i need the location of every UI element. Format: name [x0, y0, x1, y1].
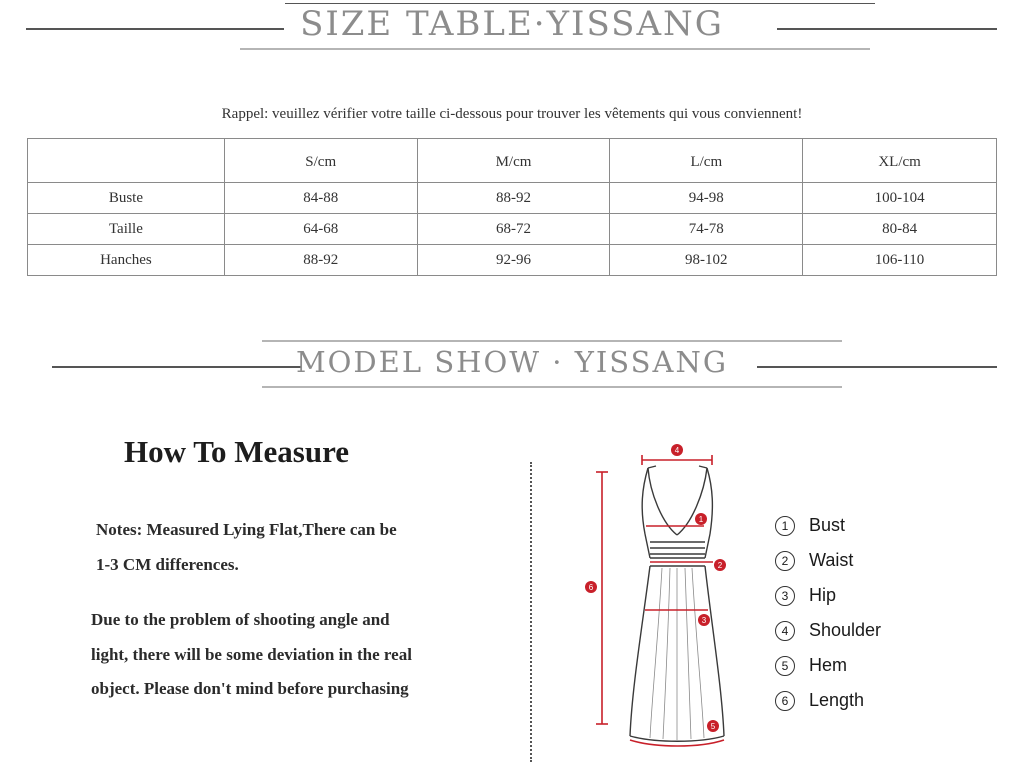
skirt-left — [630, 566, 650, 736]
measurement-legend — [772, 508, 881, 718]
skirt-right — [705, 566, 724, 736]
dress-diagram — [570, 438, 750, 768]
legend-number: 6 — [775, 691, 795, 711]
marker-label: 4 — [674, 446, 680, 455]
table-cell: 106-110 — [803, 245, 997, 276]
marker-label: 6 — [588, 583, 594, 592]
legend-label: Hem — [809, 655, 848, 675]
marker-label: 3 — [701, 616, 707, 625]
table-cell: 88-92 — [417, 183, 610, 214]
table-header-cell: M/cm — [417, 139, 610, 183]
skirt-folds — [650, 568, 704, 740]
notes-line: 1-3 CM differences. — [96, 555, 239, 574]
deviation-line: light, there will be some deviation in the real — [91, 644, 412, 664]
table-cell: 80-84 — [803, 214, 997, 245]
waist-ruching — [650, 542, 705, 554]
table-row — [28, 245, 997, 276]
table-row — [28, 214, 997, 245]
table-cell: 100-104 — [803, 183, 997, 214]
table-header-cell: L/cm — [610, 139, 803, 183]
header-rule-bottom — [262, 386, 842, 388]
header-rule-bottom — [240, 48, 870, 50]
table-cell: Taille — [28, 214, 225, 245]
legend-number: 2 — [775, 551, 795, 571]
legend-number: 1 — [775, 516, 795, 536]
legend-item — [772, 578, 881, 613]
legend-item — [772, 613, 881, 648]
legend-label: Shoulder — [809, 620, 882, 640]
marker-label: 1 — [698, 515, 704, 524]
legend-item — [772, 683, 881, 718]
how-to-measure-title: How To Measure — [124, 434, 350, 469]
legend-number: 3 — [775, 586, 795, 606]
legend-number: 5 — [775, 656, 795, 676]
header-rule-top — [262, 340, 842, 342]
table-header-cell — [28, 139, 225, 183]
marker-label: 5 — [710, 722, 716, 731]
deviation-line: Due to the problem of shooting angle and — [91, 610, 390, 629]
divider-dotted — [530, 462, 532, 762]
table-cell: Buste — [28, 183, 225, 214]
table-cell: 64-68 — [224, 214, 417, 245]
table-cell: 84-88 — [224, 183, 417, 214]
table-cell: 88-92 — [224, 245, 417, 276]
table-header-cell: S/cm — [224, 139, 417, 183]
table-cell: 98-102 — [610, 245, 803, 276]
legend-label: Length — [809, 690, 865, 710]
table-row — [28, 183, 997, 214]
legend-item — [772, 508, 881, 543]
table-cell: 68-72 — [417, 214, 610, 245]
legend-item — [772, 648, 881, 683]
armhole-left — [642, 468, 648, 534]
table-cell: 74-78 — [610, 214, 803, 245]
model-show-title: MODEL SHOW · YISSANG — [295, 345, 729, 379]
neckline-left — [648, 468, 677, 535]
deviation-line: object. Please don't mind before purchasing — [91, 679, 409, 698]
legend-label: Hip — [809, 585, 837, 605]
legend-label: Bust — [809, 515, 846, 535]
size-reminder: Rappel: veuillez vérifier votre taille ci-dessous pour trouver les vêtements qui vous conviennent! — [221, 106, 803, 122]
table-cell: 92-96 — [417, 245, 610, 276]
table-cell: Hanches — [28, 245, 225, 276]
legend-item — [772, 543, 881, 578]
deviation-note — [91, 603, 412, 707]
size-table-title: SIZE TABLE·YISSANG — [300, 4, 724, 44]
strap-tops — [648, 466, 707, 468]
armhole-right — [707, 468, 712, 534]
table-header-row — [28, 139, 997, 183]
legend-label: Waist — [809, 550, 854, 570]
notes-line: Notes: Measured Lying Flat,There can be — [96, 520, 397, 539]
size-table — [27, 138, 997, 276]
legend-number: 4 — [775, 621, 795, 641]
neckline-right — [677, 468, 707, 535]
table-header-cell: XL/cm — [803, 139, 997, 183]
marker-label: 2 — [717, 561, 723, 570]
measure-notes — [96, 512, 397, 582]
table-cell: 94-98 — [610, 183, 803, 214]
